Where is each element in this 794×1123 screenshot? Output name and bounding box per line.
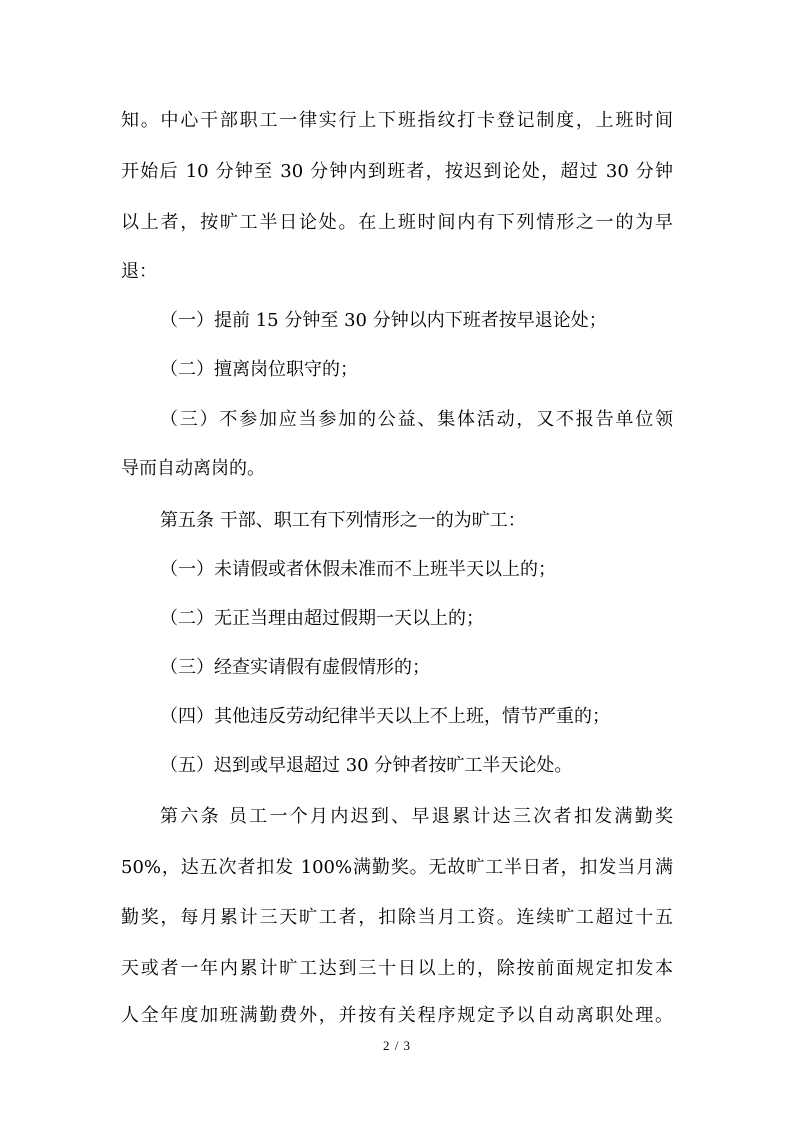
list-item-line: （一）未请假或者休假未准而不上班半天以上的；	[160, 559, 556, 580]
article-heading-line: 第六条 员工一个月内迟到、早退累计达三次者扣发满勤奖	[160, 806, 673, 827]
page-number: 2 / 3	[382, 1038, 412, 1053]
body-text-line: 导而自动离岗的。	[121, 458, 265, 479]
body-text-line: 人全年度加班满勤费外，并按有关程序规定予以自动离职处理。	[121, 1005, 673, 1026]
body-text-line: 知。中心干部职工一律实行上下班指纹打卡登记制度，上班时间	[121, 110, 673, 131]
list-item-line: （五）迟到或早退超过 30 分钟者按旷工半天论处。	[160, 755, 573, 776]
body-text-line: 50%，达五次者扣发 100%满勤奖。无故旷工半日者，扣发当月满	[121, 857, 673, 878]
list-item-line: （二）擅离岗位职守的；	[160, 359, 358, 380]
list-item-line: （四）其他违反劳动纪律半天以上不上班，情节严重的；	[160, 706, 610, 727]
list-item-line: （一）提前 15 分钟至 30 分钟以内下班者按早退论处；	[160, 310, 607, 331]
body-text-line: 以上者，按旷工半日论处。在上班时间内有下列情形之一的为早	[121, 212, 673, 233]
body-text-line: 天或者一年内累计旷工达到三十日以上的，除按前面规定扣发本	[121, 958, 673, 979]
list-item-line: （二）无正当理由超过假期一天以上的；	[160, 608, 484, 629]
body-text-line: 退：	[121, 261, 157, 282]
article-heading-line: 第五条 干部、职工有下列情形之一的为旷工：	[160, 510, 526, 531]
body-text-line: 勤奖，每月累计三天旷工者，扣除当月工资。连续旷工超过十五	[121, 907, 673, 928]
list-item-line: （三）经查实请假有虚假情形的；	[160, 657, 430, 678]
list-item-line: （三）不参加应当参加的公益、集体活动，又不报告单位领	[160, 409, 673, 430]
body-text-line: 开始后 10 分钟至 30 分钟内到班者，按迟到论处，超过 30 分钟	[121, 161, 673, 182]
